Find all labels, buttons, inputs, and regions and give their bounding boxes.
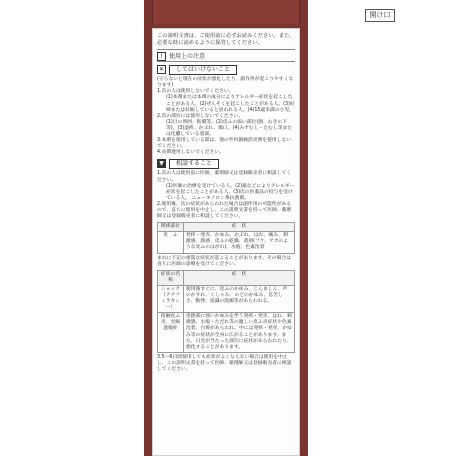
consult-item-1: 1.次の人は使用前に医師、薬剤師又は登録販売者に相談してください。 [157, 171, 292, 183]
table-header: 関係部位 [158, 223, 184, 232]
dont-intro: (守らないと現在の症状が悪化したり、副作用が起こりやすくなります) [157, 77, 294, 89]
cautions-title: 使用上の注意 [169, 53, 206, 61]
leaflet-notice: この説明文書は、ご使用前に必ずお読みください。また、必要な時に読めるように保管してください。 [157, 29, 295, 50]
dont-heading-row [157, 62, 295, 77]
consult-heading: 相談すること [169, 159, 219, 169]
table-header: 症 状 [184, 270, 295, 285]
consult-item-3: 3.5～6日間使用しても症状がよくならない場合は使用を中止し、この説明文書を持って医師、薬剤師又は登録販売者に相談してください。 [157, 354, 292, 373]
consult-item-2: 2.使用後、次の症状があらわれた場合は副作用の可能性があるので、直ちに使用を中止し、この説明文書を持って医師、薬剤師又は登録販売者に相談してください。 [157, 201, 292, 220]
dont-item-1: 1.次の人は使用しないでください。 [157, 89, 234, 95]
side-effects-table [157, 222, 295, 253]
table-cell: 使用後すぐに、皮ふのかゆみ、じんましん、声のかすれ、くしゃみ、のどのかゆみ、息苦しさ、動悸、意識の混濁等があらわれる。 [184, 285, 295, 312]
rare-severe-note: まれに下記の重篤な症状が起こることがあります。その場合は直ちに医師の診療を受けてください。 [157, 255, 291, 267]
table-header-row [158, 270, 295, 285]
table-cell: 塗擦部に強いかゆみを伴う発疹・発赤、はれ、刺激感、水疱・ただれ等の激しい皮ふ炎症状や色素沈着、白斑があらわれ、中には発疹・発赤、かゆみ等の症状が全身に広がることがあります。また、日光が当たった部位に症状があらわれたり、悪化することがあります。 [184, 313, 295, 353]
dont-item-4: 4.長期連用しないでください。 [157, 150, 224, 156]
exclamation-icon: ! [157, 52, 166, 61]
table-header: 症 状 [184, 223, 295, 232]
package-top-flap [152, 0, 391, 24]
consult-icon: ▼ [157, 159, 166, 168]
dont-item-1-sub: (1)本剤または本剤の成分によりアレルギー症状を起こしたことがある人。(2)ぜんそくを起こしたことがある人。(3)妊婦または妊娠していると思われる人。(4)15歳未満の小児。 [166, 95, 295, 113]
cautions-title-row [157, 52, 295, 62]
consult-heading-row [157, 156, 295, 171]
table-header-row [158, 223, 295, 232]
severe-symptoms-table [157, 270, 295, 353]
table-cell: 皮 ふ [158, 232, 184, 253]
prohibited-icon: ✕ [158, 65, 165, 73]
dont-item-2-sub: (1)目の周囲、粘膜等。(2)皮ふの弱い部位(顔、わきの下等)。(3)湿疹、かぶれ、傷口。(4)みずむし・たむし等または化膿している患部。 [166, 119, 293, 138]
table-row [158, 313, 295, 353]
dont-item-2: 2.次の部位には使用しないでください。 [157, 113, 244, 119]
open-tab-label[interactable]: 開け口 [365, 9, 395, 22]
dont-item-3: 3.本剤を使用している間は、他の外用鎮痛消炎剤を使用しないでください。 [157, 138, 292, 150]
dont-heading: してはいけないこと [169, 65, 237, 75]
instruction-leaflet [152, 28, 300, 456]
consult-item-1-sub: (1)医師の治療を受けている人。(2)薬などによりアレルギー症状を起こしたことがある人。(3)次の医薬品の投与を受けている人。 ニューキノロン系抗菌剤。 [166, 183, 295, 201]
table-row [158, 232, 295, 253]
table-cell: 接触皮ふ炎、光線過敏症 [158, 313, 184, 353]
table-cell: ショック（アナフィラキシー） [158, 285, 184, 312]
table-row [158, 285, 295, 312]
table-cell: 発疹・発赤、かゆみ、かぶれ、はれ、痛み、刺激感、熱感、皮ふの乾燥、落屑(フケ、アカのような皮ふのはがれ)、水疱、色素沈着 [184, 232, 295, 253]
table-header: 症状の名称 [158, 270, 184, 285]
